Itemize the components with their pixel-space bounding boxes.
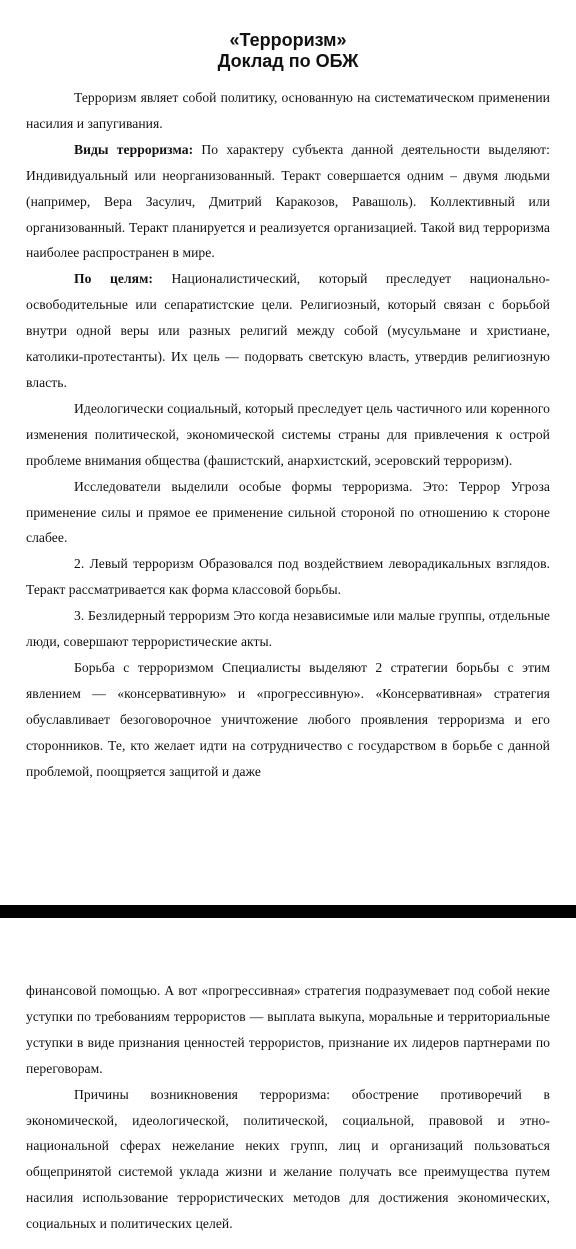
page-1-body — [26, 85, 550, 784]
paragraph-goals — [26, 266, 550, 396]
paragraph-leaderless: 3. Безлидерный терроризм Это когда независимые или малые группы, отдельные люди, совершают террористические акты. — [26, 608, 550, 650]
paragraph-fight: Борьба с терроризмом Специалисты выделяют 2 стратегии борьбы с этим явлением — «консервативную» и «прогрессивную». «Консервативная» стратегия обуславливает безоговорочное уничтожение любого проявления терроризма и его сторонников. Те, кто желает идти на сотрудничество с государством в борьбе с данной проблемой, поощряется защитой и даже — [26, 659, 550, 779]
types-text: По характеру субъекта данной деятельности выделяют: Индивидуальный или неорганизованный. Теракт совершается одним – двумя людьми (например, Вера Засулич, Дмитрий Каракозов, Равашоль). Коллективный или организованный. Теракт планируется и реализуется организацией. Такой вид терроризма наиболее распространен в мире. — [26, 141, 551, 261]
paragraph-forms: Исследователи выделили особые формы терроризма. Это: Террор Угроза применение силы и прямое ее применение сильной стороной по отношению к стороне слабее. — [26, 478, 550, 546]
paragraph-causes: Причины возникновения терроризма: обострение противоречий в экономической, идеологической, политической, социальной, правовой и этно-национальной сферах нежелание неких групп, лиц и организаций пользоваться общепринятой системой уклада жизни и желание получать все преимущества путем насилия использование террористических методов для достижения экономических, социальных и политических целей. — [26, 1086, 550, 1232]
document-page-2 — [0, 918, 576, 1249]
page-2-body — [26, 978, 550, 1237]
paragraph-types — [26, 137, 550, 267]
title-line-2: Доклад по ОБЖ — [217, 51, 359, 71]
paragraph-definition: Терроризм являет собой политику, основанную на систематическом применении насилия и запугивания. — [26, 90, 550, 131]
goals-text: Националистический, который преследует национально-освободительные или сепаратистские цели. Религиозный, который связан с борьбой внутри одной веры или разных религий между собой (мусульмане и христиане, католики-протестанты). Их цель — подорвать светскую власть, утвердив религиозную власть. — [26, 271, 550, 390]
page-divider — [0, 905, 576, 918]
document-title — [0, 30, 576, 72]
paragraph-ideological: Идеологически социальный, который преследует цель частичного или коренного изменения политической, экономической системы страны для привлечения к острой проблеме внимания общества (фашистский, анархистский, эсеровский терроризм). — [26, 400, 550, 468]
paragraph-left-terrorism: 2. Левый терроризм Образовался под воздействием леворадикальных взглядов. Теракт рассматривается как форма классовой борьбы. — [26, 556, 550, 598]
goals-heading: По целям: — [74, 271, 153, 287]
paragraph-continuation: финансовой помощью. А вот «прогрессивная» стратегия подразумевает под собой некие уступки по требованиям террористов — выплата выкупа, моральные и территориальные уступки в виде признания ценностей террористов, признание их лидеров партнерами по переговорам. — [26, 983, 550, 1076]
title-line-1: «Терроризм» — [229, 30, 347, 50]
types-heading: Виды терроризма: — [74, 141, 194, 157]
